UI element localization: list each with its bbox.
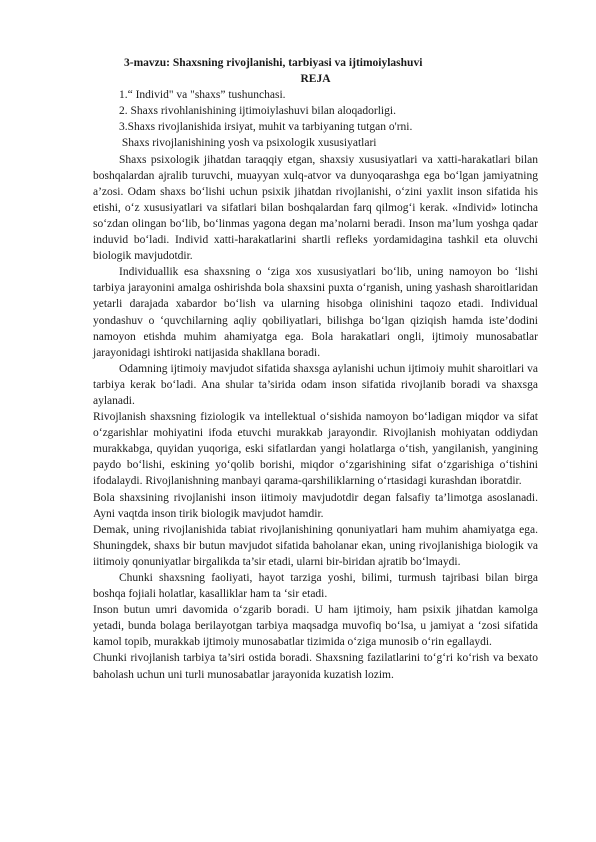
plan-item: 1.“ Individ" va "shaxs” tushunchasi. [119, 89, 286, 102]
paragraph: Shaxs psixologik jihatdan taraqqiy etgan, shaxsiy xususiyatlari va xatti-harakatlari bilan boshqalardan ajralib turuvchi, muayyan xulq-atvor va dunyoqarashga ega bo‘lgan jamiyatning a’zosi. Odam shaxs bo‘lishi uchun psixik jihatdan rivojlanishi, o‘zini yaxlit inson sifatida his etishi, o‘z xususiyatlari va sifatlari bilan boshqalardan farq qilmog‘i kerak. «Individ» lotincha so‘zdan olingan bo‘lib, bo‘linmas yagona degan ma’nolarni beradi. Inson ma’lum yoshga qadar induvid bo‘ladi. Individ xatti-harakatlarini shartli refleks yordamidagina tashkil eta oluvchi biologik mavjudotdir. [93, 153, 538, 263]
plan-heading: REJA [300, 73, 331, 86]
paragraph: Demak, uning rivojlanishida tabiat rivojlanishining qonuniyatlari ham muhim ahamiyatga ega. Shuningdek, shaxs bir butun mavjudot sifatida baholanar ekan, uning rivojlanishiga biologik va iitimoiy qonuniyatlar birgalikda ta’sir etadi, ularni bir-biridan ajratib bo‘lmaydi. [93, 523, 538, 568]
plan-item: Shaxs rivojlanishining yosh va psixologik xususiyatlari [119, 137, 377, 150]
document-page [93, 55, 538, 683]
paragraph: Inson butun umri davomida o‘zgarib boradi. U ham ijtimoiy, ham psixik jihatdan kamolga yetadi, bunda bolaga berilayotgan tarbiya maqsadga muvofiq bo‘lsa, u jamiyat a ‘zosi sifatida kamol topib, murakkab ijtimoiy munosabatlar tizimida o‘ziga munosib o‘rin egallaydi. [93, 604, 538, 649]
paragraph: Odamning ijtimoiy mavjudot sifatida shaxsga aylanishi uchun ijtimoiy muhit sharoitlari va tarbiya kerak bo‘ladi. Ana shular ta’sirida odam inson sifatida rivojlanib boradi va shaxsga aylanadi. [93, 362, 538, 407]
plan-item: 3.Shaxs rivojlanishida irsiyat, muhit va tarbiyaning tutgan o'rni. [119, 121, 413, 134]
paragraph: Bola shaxsining rivojlanishi inson iitimoiy mavjudotdir degan falsafiy ta’limotga asoslanadi. Ayni vaqtda inson tirik biologik mavjudot hamdir. [93, 491, 538, 520]
plan-item: 2. Shaxs rivohlanishining ijtimoiylashuvi bilan aloqadorligi. [119, 105, 396, 118]
paragraph: Rivojlanish shaxsning fiziologik va intellektual o‘sishida namoyon bo‘ladigan miqdor va sifat o‘zgarishlar mohiyatini ifoda etuvchi murakkab jarayondir. Rivojlanish mohiyatan oddiydan murakkabga, quyidan yuqoriga, eski sifatlardan yangi holatlarga o‘tish, yangilanish, yangining paydo bo‘lishi, eskining yo‘qolib borishi, miqdor o‘zgarishining sifat o‘zgarishiga o‘tishini ifodalaydi. Rivojlanishning manbayi qarama-qarshiliklarning o‘rtasidagi kurashdan iboratdir. [93, 411, 538, 488]
paragraph: Chunki rivojlanish tarbiya ta’siri ostida boradi. Shaxsning fazilatlarini to‘g‘ri ko‘rish va bexato baholash uchun uni turli munosabatlar jarayonida kuzatish lozim. [93, 652, 538, 681]
plan-list [93, 87, 538, 151]
paragraph: Chunki shaxsning faoliyati, hayot tarziga yoshi, bilimi, turmush tajribasi bilan birga boshqa fojiali holatlar, kasalliklar ham ta ‘sir etadi. [93, 572, 538, 601]
paragraph: Individuallik esa shaxsning o ‘ziga xos xususiyatlari bo‘lib, uning namoyon bo ‘lishi tarbiya jarayonini amalga oshirishda bola shaxsini puxta o‘rganish, uning yashash sharoitlaridan yetarli darajada xabardor bo‘lish va ularning hisobga olinishini taqozo etadi. Individual yondashuv o ‘quvchilarning aqliy qobiliyatlari, bilishga bo‘lgan qiziqish hamda iste’dodini namoyon etishda muhim ahamiyatga ega. Bola harakatlari ongli, ijtimoiy munosabatlar jarayonidagi ishtiroki natijasida shakllana boradi. [93, 266, 538, 359]
document-title: 3-mavzu: Shaxsning rivojlanishi, tarbiyasi va ijtimoiylashuvi [124, 57, 423, 69]
